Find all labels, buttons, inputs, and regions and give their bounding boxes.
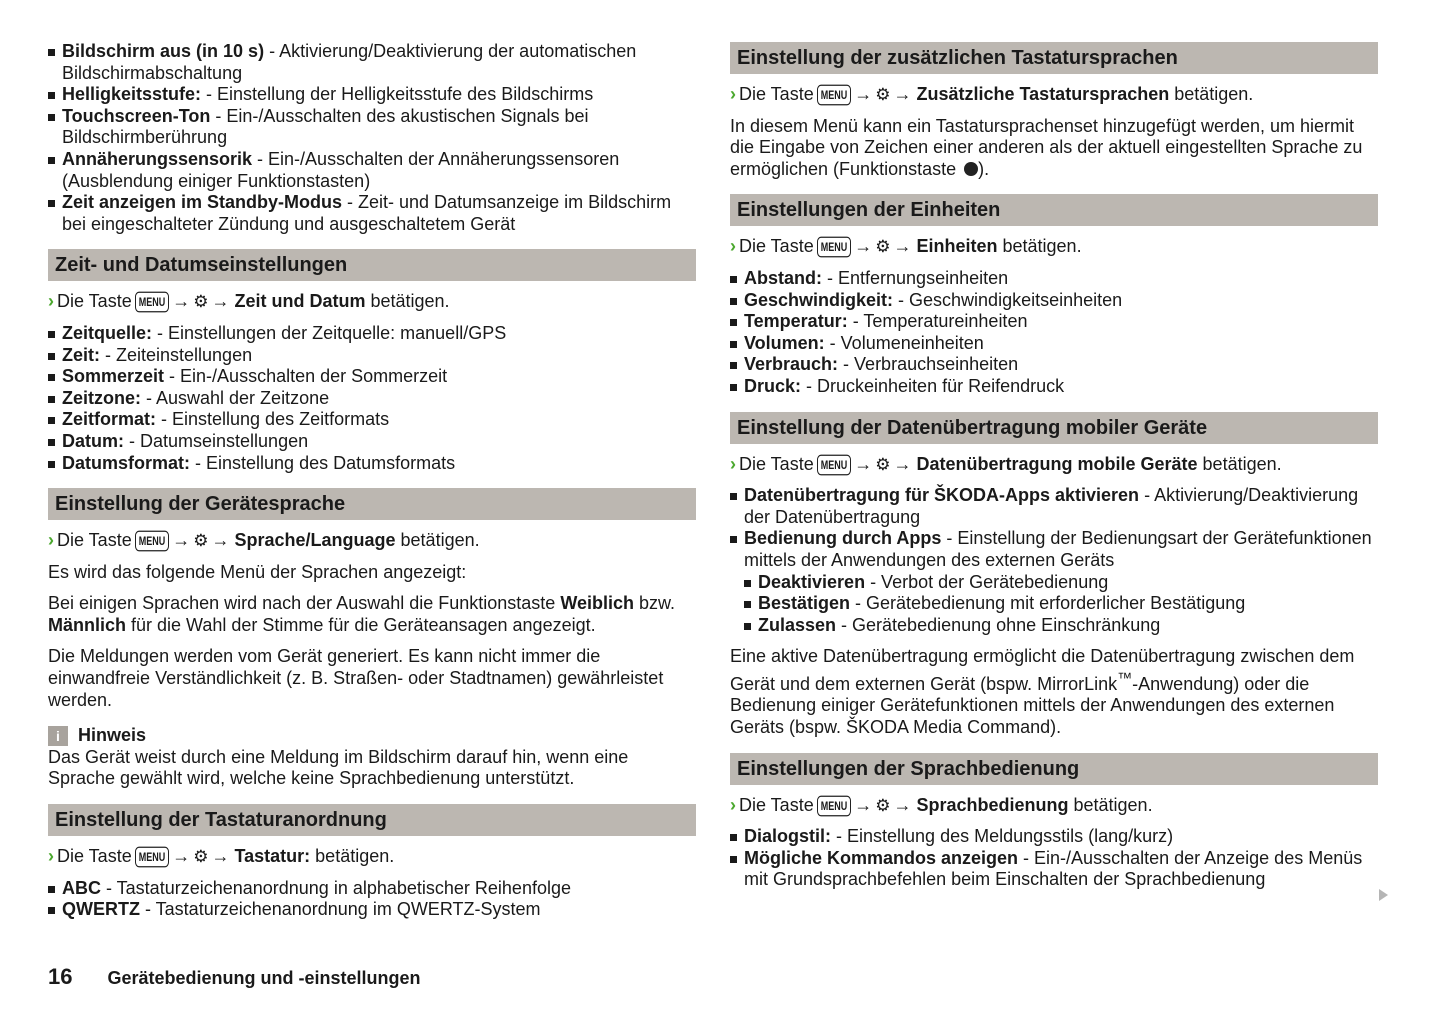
arrow-icon: → (854, 453, 873, 474)
section-heading: Einstellung der Gerätesprache (48, 488, 696, 520)
paragraph (48, 593, 696, 636)
item-term: Druck: (744, 375, 802, 396)
item-description: - Ein-/Ausschalten der Sommerzeit (164, 366, 448, 387)
globe-icon (964, 162, 978, 176)
item-term: Verbrauch: (744, 354, 839, 375)
bullet-list (48, 323, 696, 474)
text: Bei einigen Sprachen wird nach der Auswahl die Funktionstaste (48, 593, 561, 614)
chevron-right-icon: › (730, 794, 736, 815)
bullet-list (730, 268, 1378, 398)
step-target: Einheiten (916, 236, 998, 257)
step-prefix: Die Taste (57, 291, 132, 312)
settings-gear-icon: ⚙ (193, 531, 209, 551)
chevron-right-icon: › (730, 84, 736, 104)
item-description: - Einstellung des Meldungsstils (lang/kurz) (831, 826, 1174, 847)
item-term: Datumsformat: (62, 452, 191, 473)
next-page-arrow-icon[interactable] (1379, 889, 1388, 901)
list-item (730, 311, 1378, 333)
menu-key-icon: MENU (817, 85, 852, 106)
menu-key-icon: MENU (135, 292, 170, 313)
list-item (48, 106, 696, 149)
list-item (48, 149, 696, 192)
item-term: Zeit anzeigen im Standby-Modus (62, 192, 343, 213)
chevron-right-icon: › (48, 530, 54, 551)
item-term: Annäherungssensorik (62, 148, 253, 169)
instruction-step (48, 846, 696, 868)
item-description: - Ein-/Ausschalten des akustischen Signals bei Bildschirmberührung (62, 105, 589, 148)
text: Eine aktive Datenübertragung ermöglicht die Datenübertragung zwischen dem Gerät und dem externen Gerät (bspw. MirrorLink (730, 646, 1355, 694)
text: bzw. (634, 593, 676, 614)
item-term: Temperatur: (744, 311, 848, 332)
menu-key-icon: MENU (135, 531, 170, 552)
step-target: Sprache/Language (234, 530, 396, 551)
arrow-icon: → (211, 530, 230, 551)
settings-gear-icon: ⚙ (875, 454, 891, 474)
text: -Anwendung) oder die Bedienung einiger Gerätefunktionen mittels der Anwendungen des externen Geräts (bspw. ŠKODA Media Command). (730, 673, 1335, 738)
step-prefix: Die Taste (57, 846, 132, 867)
menu-key-icon: MENU (817, 454, 852, 475)
step-suffix: betätigen. (1068, 794, 1153, 815)
item-term: Volumen: (744, 332, 825, 353)
step-suffix: betätigen. (365, 291, 450, 312)
instruction-step (730, 84, 1378, 106)
bullet-list (48, 878, 696, 921)
item-description: - Einstellung des Datumsformats (190, 452, 456, 473)
item-term: QWERTZ (62, 899, 140, 920)
item-term: Geschwindigkeit: (744, 289, 894, 310)
arrow-icon: → (172, 291, 191, 312)
paragraph (48, 646, 696, 711)
step-suffix: betätigen. (997, 236, 1082, 257)
step-suffix: betätigen. (310, 846, 395, 867)
item-term: Datum: (62, 430, 124, 451)
menu-key-icon: MENU (817, 795, 852, 816)
settings-gear-icon: ⚙ (193, 847, 209, 867)
item-term: Zeit: (62, 344, 100, 365)
step-target: Datenübertragung mobile Geräte (916, 453, 1198, 474)
instruction-step (48, 291, 696, 313)
text: Es wird das folgende Menü der Sprachen angezeigt: (48, 561, 467, 582)
list-item (730, 354, 1378, 376)
list-item (744, 572, 1378, 594)
step-prefix: Die Taste (739, 453, 814, 474)
item-description: - Aktivierung/Deaktivierung der Datenübertragung (744, 485, 1359, 527)
item-description: - Zeit- und Datumsanzeige im Bildschirm bei eingeschalteter Zündung und ausgeschaltetem Gerät (62, 192, 672, 234)
step-prefix: Die Taste (739, 236, 814, 257)
instruction-step (48, 530, 696, 552)
item-description: - Ein-/Ausschalten der Annäherungssensoren (Ausblendung einiger Funktionstasten) (62, 148, 620, 191)
right-column (730, 42, 1378, 901)
list-item (48, 345, 696, 367)
text: In diesem Menü kann ein Tastatursprachenset hinzugefügt werden, um hiermit die Eingabe von Zeichen einer anderen als der aktuell eingestellten Sprache zu ermöglichen (Funktionstaste (730, 115, 1363, 179)
arrow-icon: → (211, 291, 230, 312)
item-term: Sommerzeit (62, 366, 165, 387)
arrow-icon: → (854, 794, 873, 815)
item-description: - Ein-/Ausschalten der Anzeige des Menüs mit Grundsprachbefehlen beim Einschalten der Sprachbedienung (744, 847, 1363, 890)
step-suffix: betätigen. (1169, 84, 1254, 104)
chapter-title: Gerätebedienung und -einstellungen (107, 968, 421, 988)
item-term: Helligkeitsstufe: (62, 84, 202, 105)
step-suffix: betätigen. (1197, 453, 1282, 474)
arrow-icon: → (893, 794, 912, 815)
item-description: - Gerätebedienung mit erforderlicher Bestätigung (850, 593, 1246, 614)
list-item (730, 333, 1378, 355)
step-suffix: betätigen. (395, 530, 480, 551)
item-term: Zeitformat: (62, 409, 156, 430)
instruction-step (730, 795, 1378, 817)
bold-text: Weiblich (560, 593, 634, 614)
arrow-icon: → (893, 453, 912, 474)
item-term: Deaktivieren (758, 571, 866, 592)
item-term: Zeitquelle: (62, 322, 153, 343)
item-description: - Entfernungseinheiten (822, 267, 1009, 288)
section-heading: Einstellung der Datenübertragung mobiler Geräte (730, 412, 1378, 444)
item-term: Zulassen (758, 614, 837, 635)
list-item (48, 453, 696, 475)
chevron-right-icon: › (730, 453, 736, 474)
item-description: - Auswahl der Zeitzone (141, 387, 330, 408)
list-item (744, 593, 1378, 615)
list-item (730, 376, 1378, 398)
chevron-right-icon: › (48, 291, 54, 312)
arrow-icon: → (172, 846, 191, 867)
item-description: - Einstellung der Bedienungsart der Gerätefunktionen mittels der Anwendungen des externen Geräts (744, 528, 1372, 570)
list-item (48, 409, 696, 431)
left-column (48, 41, 696, 931)
step-target: Zeit und Datum (234, 291, 366, 312)
item-description: - Gerätebedienung ohne Einschränkung (836, 614, 1161, 635)
list-item (730, 268, 1378, 290)
list-item (48, 323, 696, 345)
list-item (730, 826, 1378, 848)
arrow-icon: → (893, 236, 912, 257)
item-description: - Einstellung des Zeitformats (156, 409, 390, 430)
list-item (48, 41, 696, 84)
item-description: - Tastaturzeichenanordnung im QWERTZ-System (140, 899, 541, 920)
section-heading: Einstellungen der Sprachbedienung (730, 753, 1378, 785)
item-description: - Druckeinheiten für Reifendruck (801, 375, 1065, 396)
section-heading: Einstellungen der Einheiten (730, 194, 1378, 226)
menu-key-icon: MENU (817, 237, 852, 258)
item-term: Touchscreen-Ton (62, 105, 211, 126)
paragraph (48, 562, 696, 584)
step-prefix: Die Taste (57, 530, 132, 551)
item-description: - Geschwindigkeitseinheiten (893, 289, 1123, 310)
arrow-icon: → (893, 84, 912, 104)
bullet-list (48, 41, 696, 235)
list-item (48, 899, 696, 921)
item-term: Abstand: (744, 267, 822, 288)
settings-gear-icon: ⚙ (875, 795, 891, 815)
chevron-right-icon: › (48, 846, 54, 867)
item-description: - Einstellung der Helligkeitsstufe des Bildschirms (201, 84, 594, 105)
item-description: - Verbrauchseinheiten (838, 354, 1019, 375)
section-heading: Einstellung der Tastaturanordnung (48, 804, 696, 836)
list-item (48, 192, 696, 235)
item-term: Dialogstil: (744, 826, 832, 847)
list-item (730, 290, 1378, 312)
list-item (744, 615, 1378, 637)
instruction-step (730, 236, 1378, 258)
arrow-icon: → (854, 236, 873, 257)
note-title: Hinweis (78, 725, 147, 746)
step-prefix: Die Taste (739, 84, 814, 104)
bullet-list (730, 485, 1378, 636)
item-description: - Temperatureinheiten (847, 311, 1028, 332)
list-item (48, 431, 696, 453)
item-description: - Verbot der Gerätebedienung (865, 571, 1109, 592)
item-term: Datenübertragung für ŠKODA-Apps aktivieren (744, 485, 1140, 506)
info-icon: i (48, 726, 68, 746)
instruction-step (730, 454, 1378, 476)
chevron-right-icon: › (730, 236, 736, 257)
note-text: Das Gerät weist durch eine Meldung im Bildschirm darauf hin, wenn eine Sprache gewählt wird, welche keine Sprachbedienung unterstützt. (48, 746, 629, 789)
text: für die Wahl der Stimme für die Geräteansagen angezeigt. (126, 614, 596, 635)
menu-key-icon: MENU (135, 847, 170, 868)
item-description: - Datumseinstellungen (124, 430, 309, 451)
bold-text: Männlich (48, 614, 127, 635)
bullet-list (730, 826, 1378, 891)
list-item (730, 485, 1378, 528)
item-description: - Aktivierung/Deaktivierung der automatischen Bildschirmabschaltung (62, 41, 637, 83)
item-description: - Einstellungen der Zeitquelle: manuell/GPS (152, 322, 507, 343)
item-description: - Tastaturzeichenanordnung in alphabetischer Reihenfolge (101, 877, 571, 898)
step-target: Zusätzliche Tastatursprachen (916, 84, 1170, 104)
item-description: - Volumeneinheiten (824, 332, 984, 353)
item-term: Bedienung durch Apps (744, 528, 942, 549)
item-term: Bestätigen (758, 593, 851, 614)
list-item (48, 84, 696, 106)
item-description: - Zeiteinstellungen (100, 344, 253, 365)
step-target: Sprachbedienung (916, 794, 1069, 815)
paragraph (730, 646, 1378, 738)
section-heading: Einstellung der zusätzlichen Tastatursprachen (730, 42, 1378, 74)
step-prefix: Die Taste (739, 794, 814, 815)
list-item (48, 878, 696, 900)
note-heading (48, 725, 696, 747)
item-term: Mögliche Kommandos anzeigen (744, 847, 1019, 868)
page-footer (48, 966, 421, 990)
settings-gear-icon: ⚙ (875, 85, 891, 104)
item-term: Zeitzone: (62, 387, 141, 408)
text: Die Meldungen werden vom Gerät generiert. Es kann nicht immer die einwandfreie Verständlichkeit (z. B. Straßen- oder Stadtnamen) gewährleistet werden. (48, 646, 664, 710)
item-term: Bildschirm aus (in 10 s) (62, 41, 265, 61)
list-item (730, 848, 1378, 891)
section-heading: Zeit- und Datumseinstellungen (48, 249, 696, 281)
arrow-icon: → (211, 846, 230, 867)
item-term: ABC (62, 877, 101, 898)
arrow-icon: → (172, 530, 191, 551)
trademark: ™ (1117, 669, 1133, 687)
settings-gear-icon: ⚙ (875, 237, 891, 257)
list-item (48, 366, 696, 388)
list-item (48, 388, 696, 410)
page-number: 16 (48, 964, 73, 989)
text: ). (978, 158, 990, 179)
paragraph (730, 116, 1378, 181)
step-target: Tastatur: (234, 846, 311, 867)
list-item (730, 528, 1378, 571)
arrow-icon: → (854, 84, 873, 104)
settings-gear-icon: ⚙ (193, 292, 209, 312)
